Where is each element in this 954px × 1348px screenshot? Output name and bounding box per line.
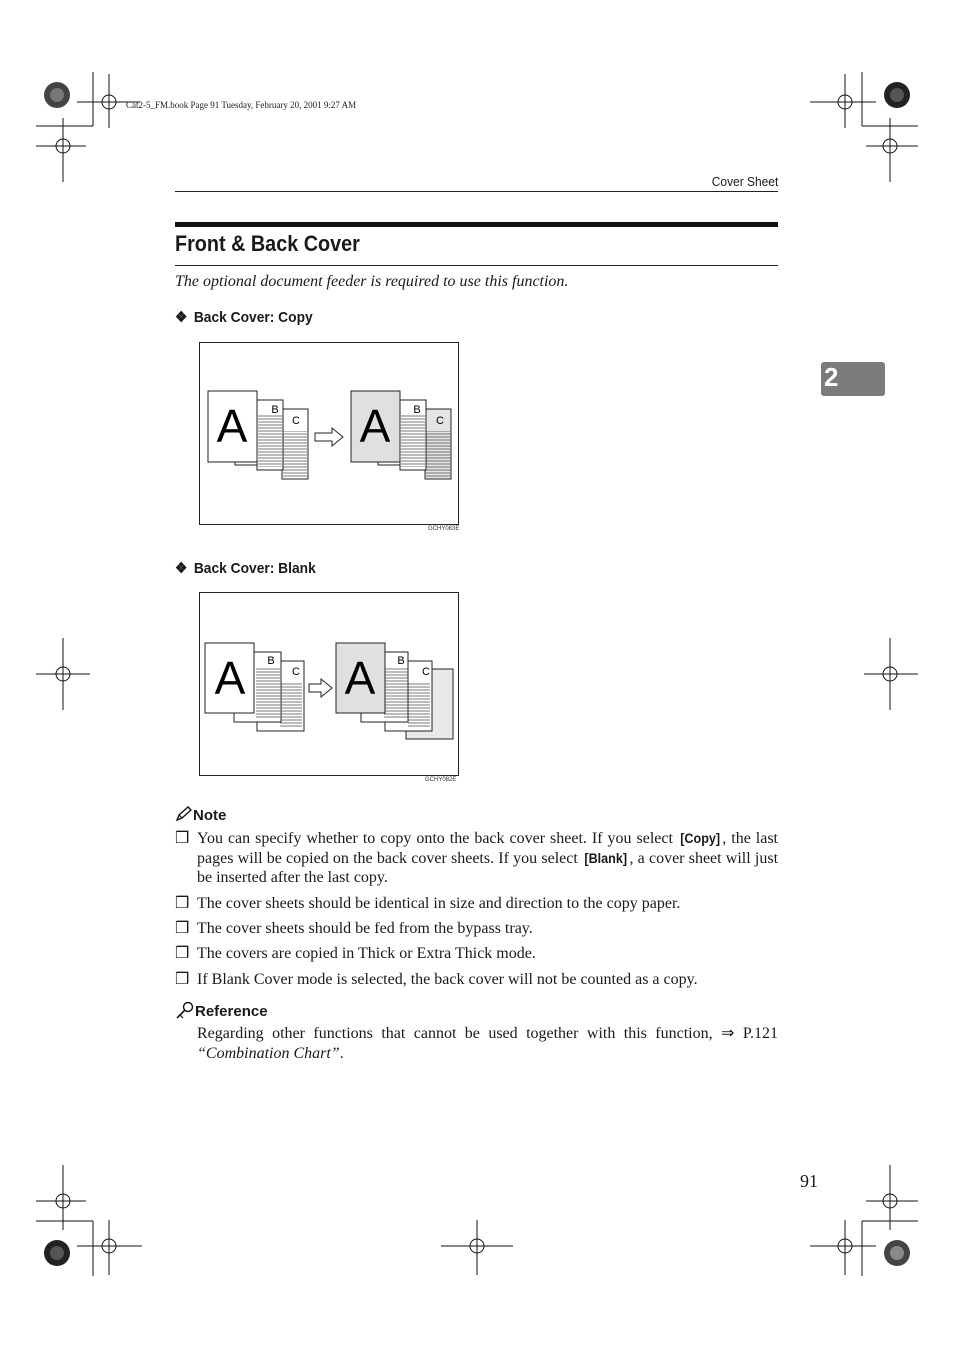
figure-back-cover-copy [199,342,459,525]
figure-heading-copy [175,308,313,326]
copy-keyword: [Copy] [680,830,721,846]
figure-code: GCHY082E [425,777,457,783]
note-text: If Blank Cover mode is selected, the back cover will not be counted as a copy. [197,971,698,988]
note-item [175,894,778,914]
label-c: C [436,415,444,427]
label-a: A [359,400,391,452]
checkbox-icon: ❒ [175,830,190,847]
checkbox-icon: ❒ [175,895,190,912]
note-text: , a cover sheet will just be inserted after the last copy. [197,849,779,886]
chapter-number: 2 [824,362,839,392]
title-rule [175,265,778,266]
page-title: Front & Back Cover [175,231,360,256]
page-number: 91 [800,1171,818,1191]
note-text: The covers are copied in Thick or Extra Thick mode. [197,945,536,962]
arrow-right-icon [309,679,332,697]
note-text: , the last pages will be copied on the back cover sheets. If you select [197,830,779,867]
label-c: C [292,415,300,427]
reference-body [197,1024,778,1064]
label-b: B [413,404,421,416]
reference-heading-label: Reference [195,1003,268,1020]
key-icon [175,1001,195,1019]
label-c: C [292,666,300,678]
figure-heading-blank [175,559,316,577]
figure-back-cover-blank [199,592,459,776]
reference-text: Regarding other functions that cannot be used together with this function, ⇒ P.121 [197,1025,778,1042]
illustration-back-cover-copy [200,343,458,524]
note-item [175,829,778,888]
header-rule [175,191,778,192]
label-b: B [397,655,405,667]
checkbox-icon: ❒ [175,920,190,937]
combination-chart-link[interactable]: “Combination Chart” [197,1045,340,1062]
note-heading-label: Note [193,807,227,824]
label-a: A [344,652,376,704]
arrow-right-icon [315,428,343,446]
blank-keyword: [Blank] [584,849,628,866]
figure-heading-label: Back Cover: Blank [193,560,316,577]
label-c: C [422,666,430,678]
checkbox-icon: ❒ [175,971,190,988]
book-info: Cat2-5_FM.book Page 91 Tuesday, February 20, 2001 9:27 AM [126,100,357,110]
note-item [175,970,778,990]
figure-heading-label: Back Cover: Copy [193,309,313,326]
reference-heading [175,1001,268,1020]
checkbox-icon: ❒ [175,945,190,962]
note-heading [175,806,226,824]
label-b: B [271,404,279,416]
note-text: The cover sheets should be identical in size and direction to the copy paper. [197,895,681,912]
note-text: You can specify whether to copy onto the back cover sheet. If you select [197,830,678,847]
label-a: A [214,652,246,704]
note-item [175,944,778,964]
label-b: B [267,655,275,667]
title-bar [175,222,778,227]
diamond-icon: ❖ [175,309,188,326]
note-item [175,919,778,939]
diamond-icon: ❖ [175,560,188,577]
pencil-icon [175,806,193,822]
figure-code: GCHY083E [428,526,460,532]
running-header: Cover Sheet [711,174,778,189]
intro-text: The optional document feeder is required to use this function. [175,273,569,290]
illustration-back-cover-blank [200,593,458,775]
reference-text-end: . [339,1045,344,1062]
label-a: A [216,400,248,452]
note-text: The cover sheets should be fed from the bypass tray. [197,920,533,937]
